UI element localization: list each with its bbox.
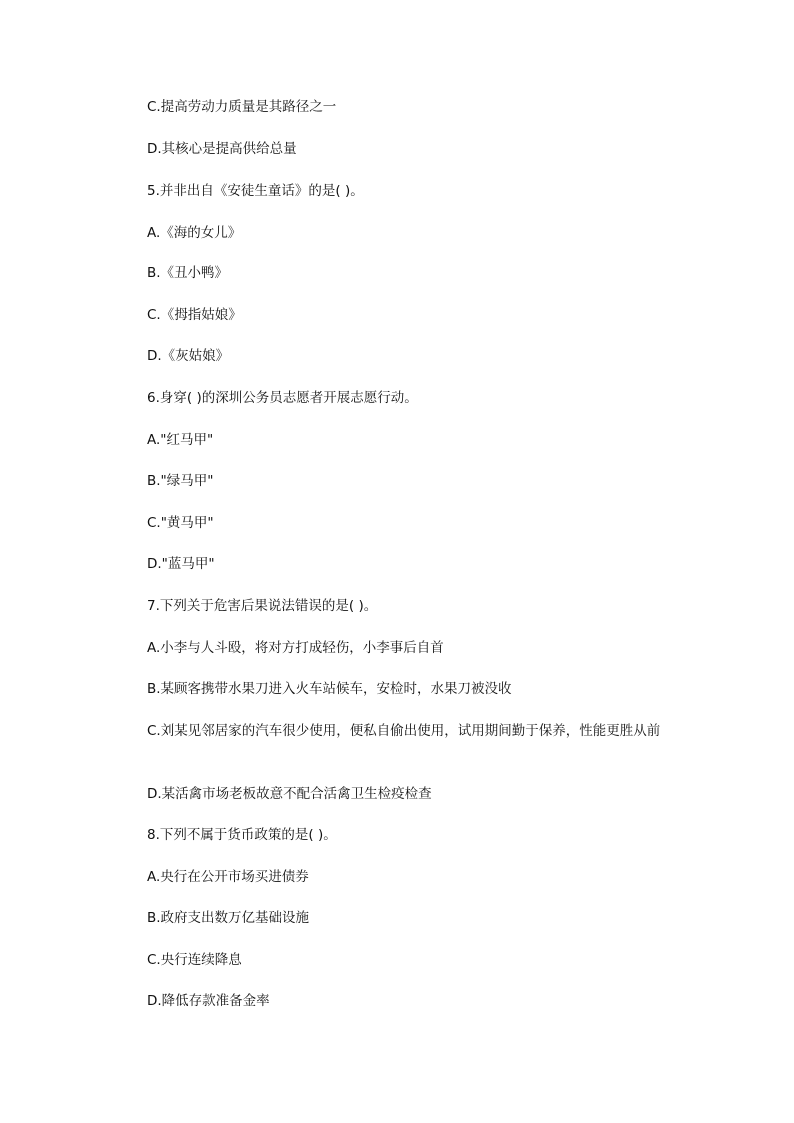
q8-option-a: A.央行在公开市场买进债券 [147, 869, 309, 885]
q8-option-b: B.政府支出数万亿基础设施 [147, 910, 310, 926]
q5-option-c: C.《拇指姑娘》 [147, 307, 242, 323]
q5-option-d: D.《灰姑娘》 [147, 348, 230, 364]
q7-option-b: B.某顾客携带水果刀进入火车站候车，安检时，水果刀被没收 [147, 681, 512, 697]
q6-question: 6.身穿( )的深圳公务员志愿者开展志愿行动。 [147, 390, 418, 406]
q7-question: 7.下列关于危害后果说法错误的是( )。 [147, 598, 378, 614]
q6-option-a: A."红马甲" [147, 432, 214, 448]
q7-option-a: A.小李与人斗殴，将对方打成轻伤，小李事后自首 [147, 640, 444, 656]
q8-question: 8.下列不属于货币政策的是( )。 [147, 827, 337, 843]
q5-question: 5.并非出自《安徒生童话》的是( )。 [147, 183, 364, 199]
q6-option-d: D."蓝马甲" [147, 556, 215, 572]
q6-option-b: B."绿马甲" [147, 473, 214, 489]
q7-option-d: D.某活禽市场老板故意不配合活禽卫生检疫检查 [147, 786, 432, 802]
q6-option-c: C."黄马甲" [147, 515, 214, 531]
q7-option-c: C.刘某见邻居家的汽车很少使用，便私自偷出使用，试用期间勤于保养，性能更胜从前 [147, 723, 661, 739]
q8-option-d: D.降低存款准备金率 [147, 993, 270, 1009]
q5-option-a: A.《海的女儿》 [147, 225, 242, 241]
q5-option-b: B.《丑小鸭》 [147, 265, 229, 281]
q4-option-d: D.其核心是提高供给总量 [147, 141, 297, 157]
q4-option-c: C.提高劳动力质量是其路径之一 [147, 99, 337, 115]
q8-option-c: C.央行连续降息 [147, 952, 242, 968]
